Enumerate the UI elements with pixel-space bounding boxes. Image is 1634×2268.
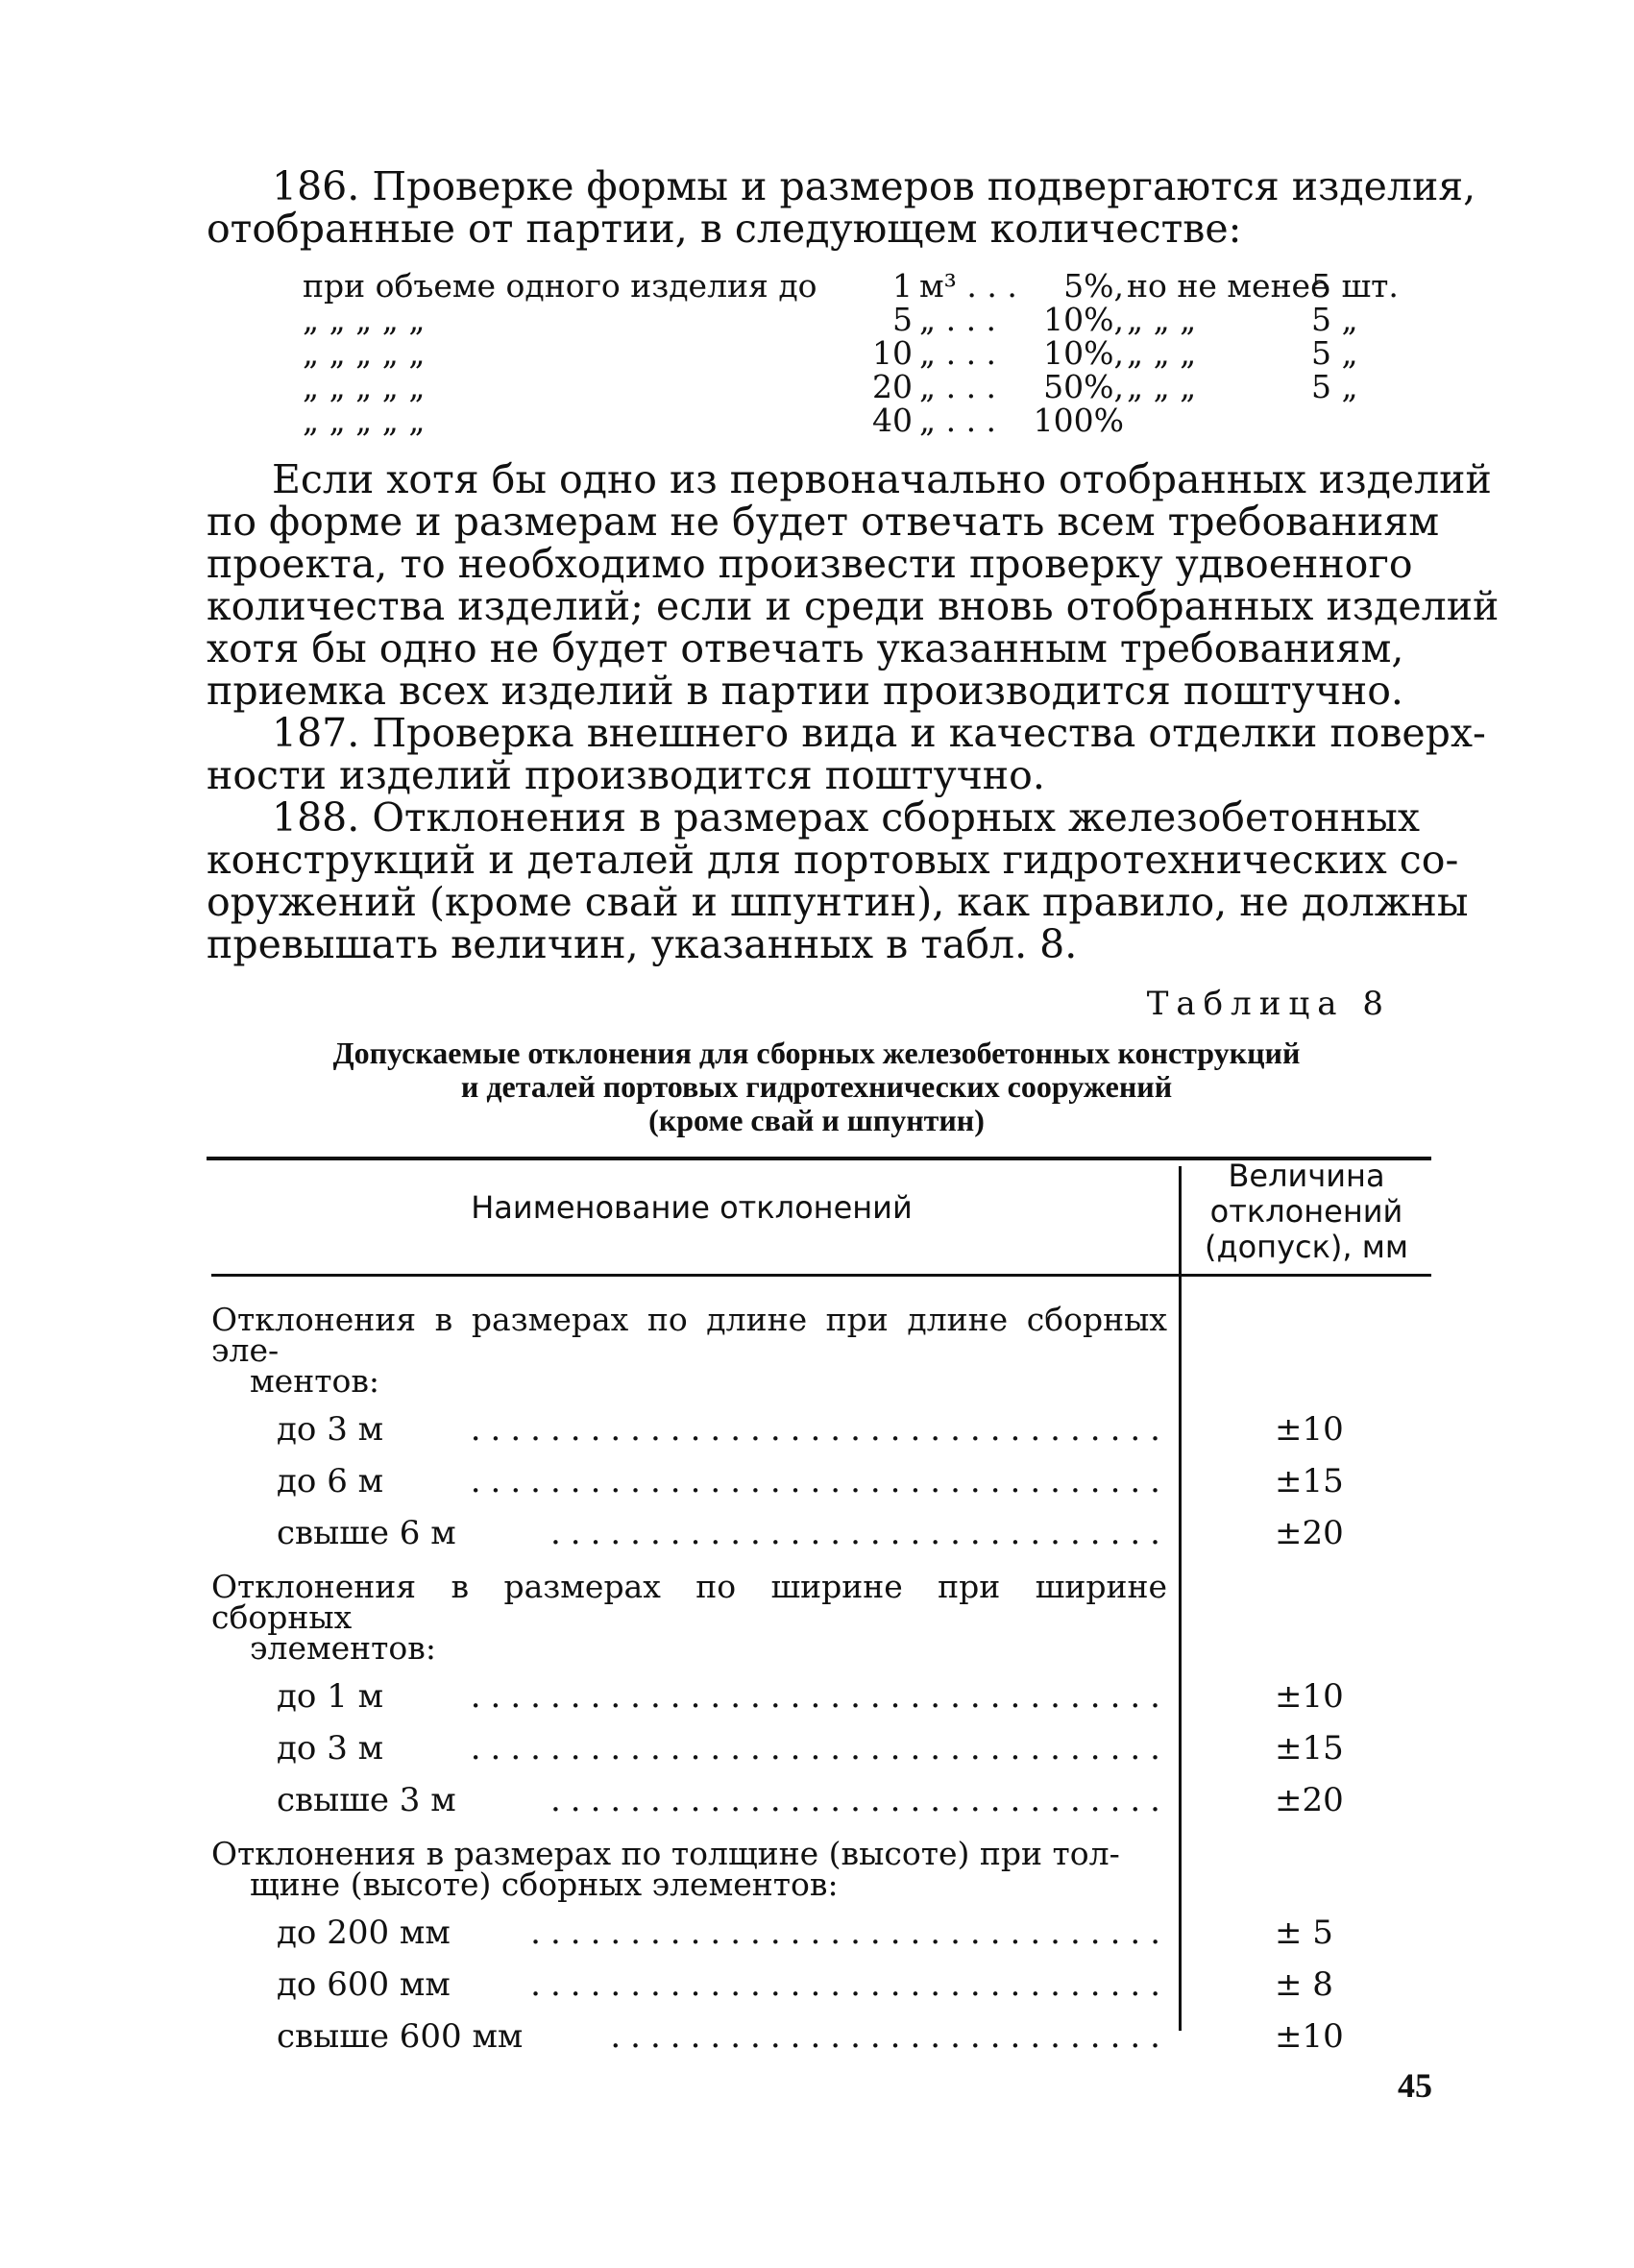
- leader-dots: ............................: [610, 2017, 1170, 2056]
- paragraph-line: количества изделий; если и среди вновь отобранных изделий: [207, 583, 1500, 629]
- paragraph-line: оружений (кроме свай и шпунтин), как правило, не должны: [207, 879, 1469, 925]
- quantity-unit: м³ . . .: [919, 267, 1017, 305]
- paragraph-186-line-2: отобранные от партии, в следующем количестве:: [207, 206, 1242, 252]
- leader-dots: ................................: [530, 1914, 1170, 1952]
- leader-dots: ...............................: [549, 1781, 1170, 1819]
- table-section-title: [211, 1301, 1167, 1400]
- section-title-line: щине (высоте) сборных элементов:: [250, 1866, 839, 1903]
- quantity-label: „ „ „ „ „: [303, 368, 426, 405]
- paragraph-recheck: [207, 456, 1500, 714]
- quantity-label: „ „ „ „ „: [303, 301, 426, 338]
- row-name: свыше 6 м: [277, 1514, 456, 1552]
- table-row: [211, 1514, 1431, 1566]
- row-tolerance-value: ±20: [1275, 1781, 1344, 1819]
- row-tolerance-value: ±20: [1275, 1514, 1344, 1552]
- section-title-line: Отклонения в размерах по ширине при ширине сборных: [211, 1568, 1167, 1636]
- section-gap: [211, 2069, 1431, 2075]
- quantity-volume: 20: [872, 368, 913, 405]
- section-title-line: ментов:: [250, 1362, 380, 1400]
- table-row: [211, 1729, 1431, 1781]
- table-title: [207, 1036, 1427, 1137]
- paragraph-line: Если хотя бы одно из первоначально отобранных изделий: [272, 456, 1492, 502]
- row-name: до 6 м: [277, 1462, 384, 1500]
- row-tolerance-value: ±10: [1275, 1677, 1344, 1716]
- table-body: [211, 1301, 1431, 2075]
- quantity-minimum-label: но не менее: [1127, 267, 1329, 305]
- header-line: Величина: [1228, 1158, 1385, 1194]
- header-line: (допуск), мм: [1204, 1229, 1409, 1265]
- quantity-minimum-count: 5 „: [1311, 301, 1358, 338]
- leader-dots: ...................................: [470, 1462, 1170, 1500]
- table-title-line: Допускаемые отклонения для сборных железобетонных конструкций: [332, 1036, 1301, 1070]
- quantity-percent: 10%,: [1043, 334, 1124, 372]
- quantity-volume: 10: [872, 334, 913, 372]
- section-title-line: элементов:: [250, 1629, 436, 1667]
- quantity-minimum-label: „ „ „: [1127, 301, 1197, 338]
- row-name: свыше 600 мм: [277, 2017, 524, 2056]
- quantity-percent: 100%: [1033, 402, 1124, 439]
- quantity-volume: 40: [872, 402, 913, 439]
- paragraph-line: по форме и размерам не будет отвечать всем требованиям: [207, 499, 1440, 545]
- table-row: [211, 1965, 1431, 2017]
- table-row: [211, 1462, 1431, 1514]
- quantity-minimum-label: „ „ „: [1127, 368, 1197, 405]
- table-title-line: и деталей портовых гидротехнических сооружений: [460, 1069, 1173, 1104]
- paragraph-line: конструкций и деталей для портовых гидротехнических со-: [207, 837, 1459, 883]
- leader-dots: ...............................: [549, 1514, 1170, 1552]
- quantity-minimum-label: „ „ „: [1127, 334, 1197, 372]
- quantity-percent: 50%,: [1043, 368, 1124, 405]
- quantity-unit: „ . . .: [919, 334, 997, 372]
- table-row: [211, 2017, 1431, 2069]
- row-name: до 600 мм: [277, 1965, 451, 2004]
- quantity-unit: „ . . .: [919, 301, 997, 338]
- leader-dots: ................................: [530, 1965, 1170, 2004]
- quantity-volume: 1: [892, 267, 913, 305]
- paragraph-186: [207, 163, 1476, 252]
- quantity-minimum-count: 5 „: [1311, 334, 1358, 372]
- row-name: до 3 м: [277, 1410, 384, 1449]
- table-header-rule: [211, 1274, 1431, 1277]
- quantity-volume: 5: [892, 301, 913, 338]
- table-header-name: Наименование отклонений: [471, 1189, 913, 1226]
- section-title-line: Отклонения в размерах по толщине (высоте) при тол-: [211, 1835, 1120, 1872]
- paragraph-188: [207, 794, 1469, 967]
- row-tolerance-value: ±10: [1275, 2017, 1344, 2056]
- paragraph-line: превышать величин, указанных в табл. 8.: [207, 921, 1078, 967]
- paragraph-line: 187. Проверка внешнего вида и качества отделки поверх-: [272, 710, 1486, 756]
- quantity-label: „ „ „ „ „: [303, 334, 426, 372]
- row-name: до 3 м: [277, 1729, 384, 1768]
- row-tolerance-value: ±15: [1275, 1729, 1344, 1768]
- quantity-label: при объеме одного изделия до: [303, 267, 817, 305]
- leader-dots: ...................................: [470, 1729, 1170, 1768]
- table-title-line: (кроме свай и шпунтин): [648, 1103, 985, 1137]
- table-row: [211, 1677, 1431, 1729]
- quantity-percent: 10%,: [1043, 301, 1124, 338]
- table-caption: Таблица 8: [1146, 985, 1391, 1023]
- quantity-minimum-count: 5 шт.: [1311, 267, 1399, 305]
- paragraph-186-line-1: 186. Проверке формы и размеров подвергаются изделия,: [272, 163, 1476, 209]
- row-tolerance-value: ±15: [1275, 1462, 1344, 1500]
- leader-dots: ...................................: [470, 1410, 1170, 1449]
- row-name: свыше 3 м: [277, 1781, 456, 1819]
- row-name: до 200 мм: [277, 1914, 451, 1952]
- paragraph-line: приемка всех изделий в партии производится поштучно.: [207, 668, 1403, 714]
- page-number: 45: [1398, 2066, 1432, 2105]
- quantity-unit: „ . . .: [919, 368, 997, 405]
- paragraph-line: 188. Отклонения в размерах сборных железобетонных: [272, 794, 1421, 841]
- quantity-percent: 5%,: [1063, 267, 1124, 305]
- table-section-title: [211, 1568, 1167, 1667]
- table-row: [211, 1914, 1431, 1965]
- quantity-label: „ „ „ „ „: [303, 402, 426, 439]
- row-tolerance-value: ± 5: [1275, 1914, 1333, 1952]
- row-name: до 1 м: [277, 1677, 384, 1716]
- table-section-title: [211, 1835, 1167, 1903]
- table-header-tolerance: [1186, 1158, 1427, 1265]
- paragraph-line: хотя бы одно не будет отвечать указанным требованиям,: [207, 625, 1404, 671]
- quantity-minimum-count: 5 „: [1311, 368, 1358, 405]
- paragraph-line: проекта, то необходимо произвести проверку удвоенного: [207, 541, 1413, 587]
- quantity-unit: „ . . .: [919, 402, 997, 439]
- paragraph-line: ности изделий производится поштучно.: [207, 752, 1045, 798]
- table-row: [211, 1410, 1431, 1462]
- row-tolerance-value: ± 8: [1275, 1965, 1333, 2004]
- section-title-line: Отклонения в размерах по длине при длине сборных эле-: [211, 1301, 1167, 1369]
- row-tolerance-value: ±10: [1275, 1410, 1344, 1449]
- paragraph-187: [207, 710, 1486, 798]
- header-line: отклонений: [1209, 1193, 1403, 1230]
- leader-dots: ...................................: [470, 1677, 1170, 1716]
- table-row: [211, 1781, 1431, 1833]
